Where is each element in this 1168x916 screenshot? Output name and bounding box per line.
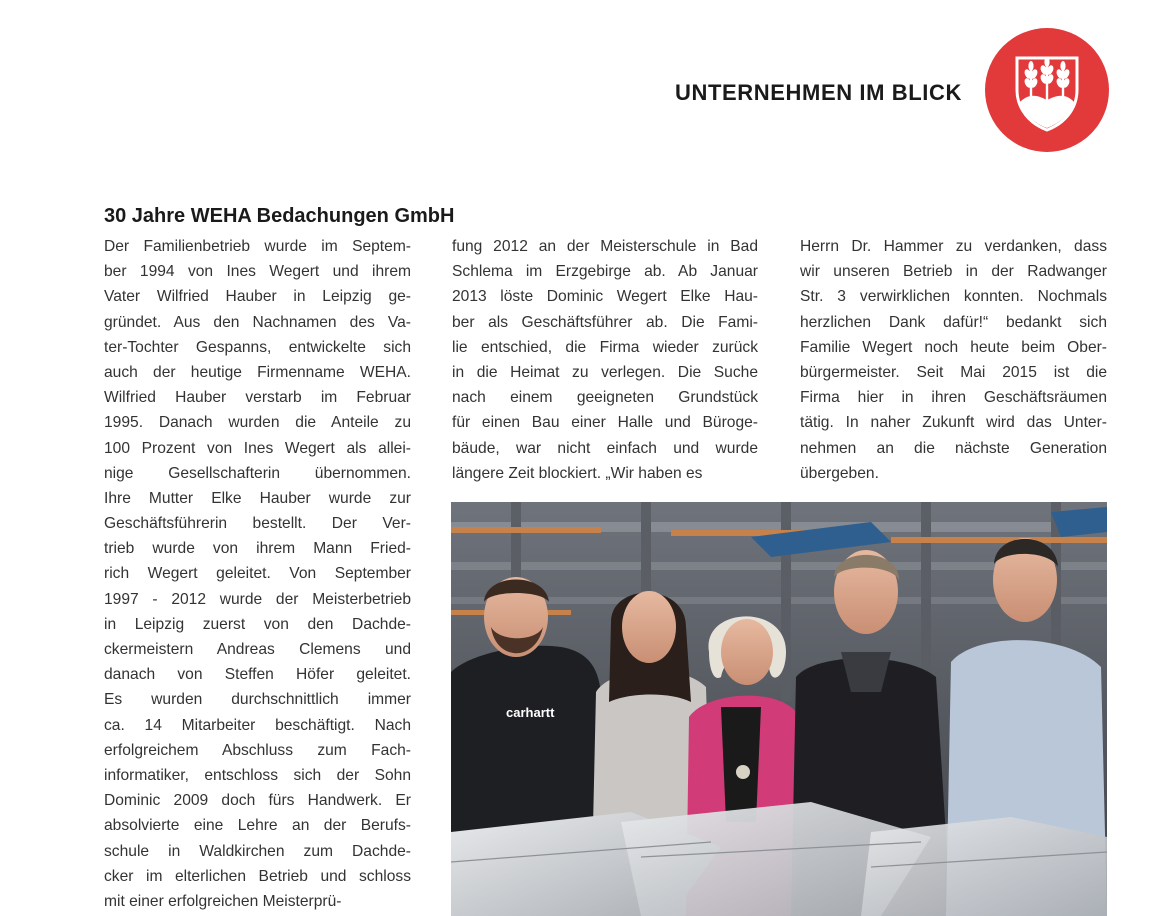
text-column-3 bbox=[800, 234, 1107, 486]
text-line: danach von Steffen Höfer geleitet. bbox=[104, 666, 411, 684]
text-line: auch der heutige Firmenname WEHA. bbox=[104, 363, 411, 381]
section-label: UNTERNEHMEN IM BLICK bbox=[675, 80, 962, 105]
text-line: Der Familienbetrieb wurde im Septem- bbox=[104, 238, 411, 255]
text-line: wir unseren Betrieb in der Radwanger bbox=[800, 263, 1107, 281]
text-line: herzlichen Dank dafür!“ bedankt sich bbox=[800, 313, 1107, 331]
text-line: Schlema im Erzgebirge ab. Ab Januar bbox=[452, 263, 758, 281]
text-line: erfolgreichem Abschluss zum Fach- bbox=[104, 741, 411, 759]
text-line: Wilfried Hauber verstarb im Februar bbox=[104, 389, 411, 407]
text-line: fung 2012 an der Meisterschule in Bad bbox=[452, 238, 758, 255]
text-column-1 bbox=[104, 234, 411, 914]
text-column-2 bbox=[452, 234, 758, 486]
text-line: schule in Waldkirchen zum Dachde- bbox=[104, 842, 411, 860]
shirt-print: carhartt bbox=[506, 705, 555, 720]
text-line: tätig. In naher Zukunft wird das Unter- bbox=[800, 414, 1107, 432]
text-line: Firma hier in ihren Geschäftsräumen bbox=[800, 389, 1107, 407]
text-line: ber 1994 von Ines Wegert und ihrem bbox=[104, 263, 411, 281]
coat-of-arms-wheat-icon bbox=[985, 28, 1109, 152]
text-line: absolvierte eine Lehre an der Berufs- bbox=[104, 817, 411, 835]
text-line: gründet. Aus den Nachnamen des Va- bbox=[104, 313, 411, 331]
text-line: Geschäftsführerin bestellt. Der Ver- bbox=[104, 515, 411, 533]
team-photo bbox=[451, 502, 1107, 916]
text-line: nach einem geeigneten Grundstück bbox=[452, 389, 758, 407]
text-line: ber als Geschäftsführer ab. Die Fami- bbox=[452, 313, 758, 331]
text-line: übergeben. bbox=[800, 464, 879, 482]
text-line: rich Wegert geleitet. Von September bbox=[104, 565, 411, 583]
text-line: 100 Prozent von Ines Wegert als allei- bbox=[104, 439, 411, 457]
text-line: Familie Wegert noch heute beim Ober- bbox=[800, 338, 1107, 356]
text-line: nige Gesellschafterin übernommen. bbox=[104, 464, 411, 482]
text-line: Herrn Dr. Hammer zu verdanken, dass bbox=[800, 238, 1107, 255]
text-line: ckermeistern Andreas Clemens und bbox=[104, 641, 411, 658]
text-line: ca. 14 Mitarbeiter beschäftigt. Nach bbox=[104, 716, 411, 734]
text-line: in die Heimat zu verlegen. Die Suche bbox=[452, 363, 758, 381]
text-line: Es wurden durchschnittlich immer bbox=[104, 691, 411, 709]
text-line: 2013 löste Dominic Wegert Elke Hau- bbox=[452, 288, 758, 306]
text-line: Dominic 2009 doch fürs Handwerk. Er bbox=[104, 792, 411, 810]
text-line: bürgermeister. Seit Mai 2015 ist die bbox=[800, 363, 1107, 381]
text-line: für einen Bau einer Halle und Büroge- bbox=[452, 414, 758, 432]
text-line: Ihre Mutter Elke Hauber wurde zur bbox=[104, 489, 411, 507]
text-line: 1995. Danach wurden die Anteile zu bbox=[104, 414, 411, 432]
text-line: nehmen an die nächste Generation bbox=[800, 439, 1107, 457]
text-line: lie entschied, die Firma wieder zurück bbox=[452, 338, 758, 356]
text-line: mit einer erfolgreichen Meisterprü- bbox=[104, 892, 342, 910]
text-line: bäude, war nicht einfach und wurde bbox=[452, 439, 758, 457]
text-line: cker im elterlichen Betrieb und schloss bbox=[104, 867, 411, 885]
article-title: 30 Jahre WEHA Bedachungen GmbH bbox=[104, 205, 455, 227]
text-line: ter-Tochter Gespanns, entwickelte sich bbox=[104, 338, 411, 356]
text-line: trieb wurde von ihrem Mann Fried- bbox=[104, 540, 411, 558]
text-line: informatiker, entschloss sich der Sohn bbox=[104, 766, 411, 784]
text-line: Vater Wilfried Hauber in Leipzig ge- bbox=[104, 288, 411, 306]
text-line: in Leipzig zuerst von den Dachde- bbox=[104, 615, 411, 633]
text-line: 1997 - 2012 wurde der Meisterbetrieb bbox=[104, 590, 411, 608]
text-line: Str. 3 verwirklichen konnten. Nochmals bbox=[800, 288, 1107, 306]
text-line: längere Zeit blockiert. „Wir haben es bbox=[452, 464, 703, 482]
